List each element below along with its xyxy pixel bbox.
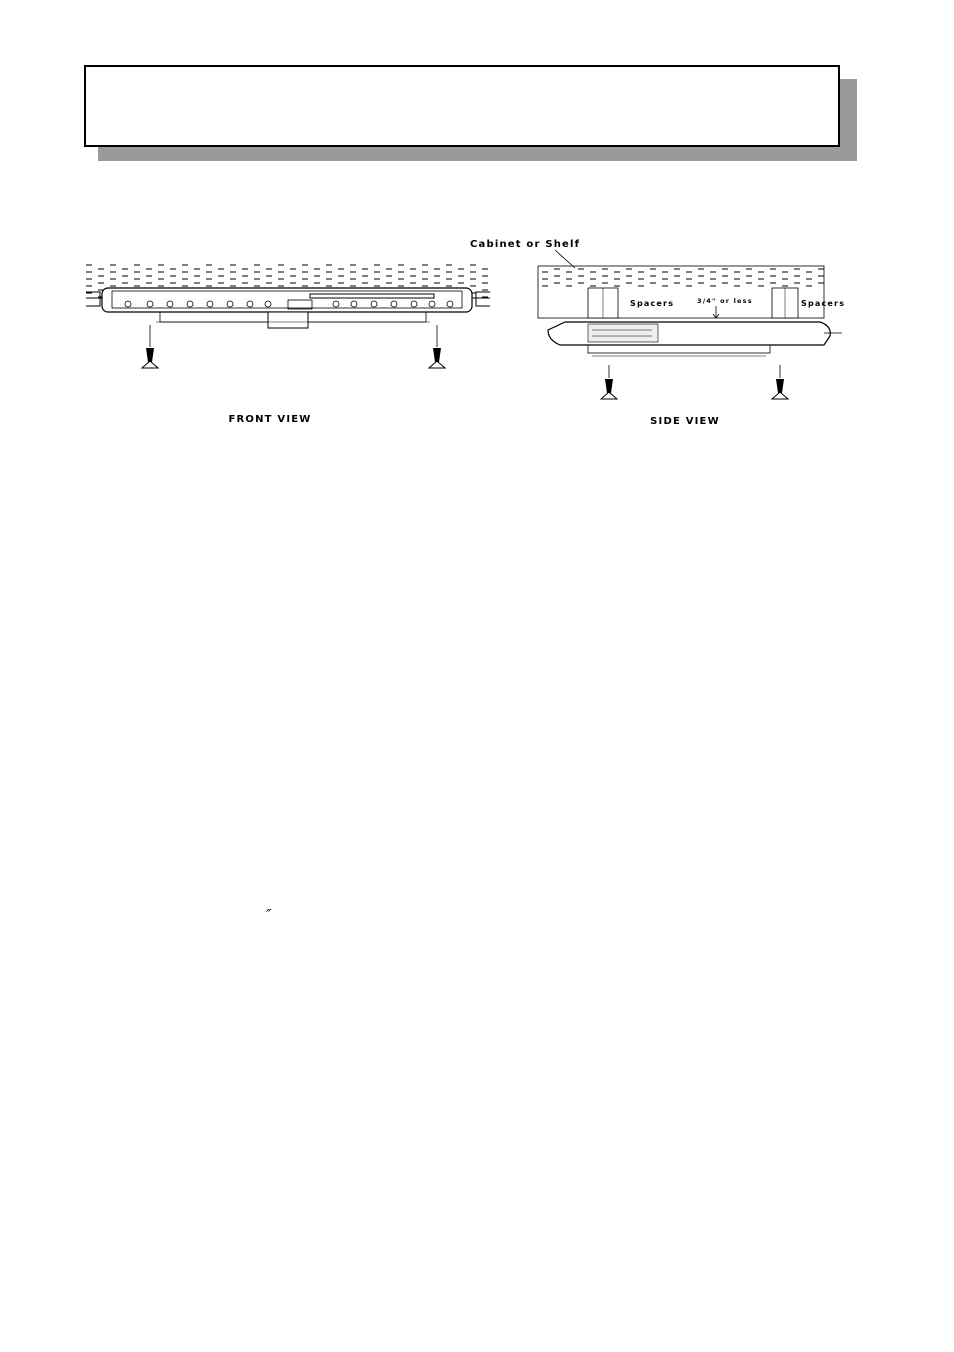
front-screw-left	[142, 325, 158, 368]
front-lower-block	[268, 312, 308, 328]
front-view	[86, 264, 490, 425]
side-screw-right	[772, 365, 788, 399]
side-unit-label-panel	[588, 324, 658, 342]
side-view	[470, 239, 845, 427]
front-view-caption: FRONT VIEW	[228, 414, 312, 425]
side-view-caption: SIDE VIEW	[650, 416, 720, 427]
side-cabinet	[538, 266, 824, 288]
front-screw-right	[429, 325, 445, 368]
spacer-label-left: Spacers	[630, 299, 675, 308]
spacer-label-right: Spacers	[801, 299, 846, 308]
side-lower-tray	[588, 345, 770, 353]
side-screw-left	[601, 365, 617, 399]
cabinet-leader-line	[555, 250, 575, 268]
cabinet-label: Cabinet or Shelf	[470, 239, 581, 250]
gap-label: 3/4" or less	[697, 297, 753, 305]
stray-mark: ″	[266, 906, 272, 924]
